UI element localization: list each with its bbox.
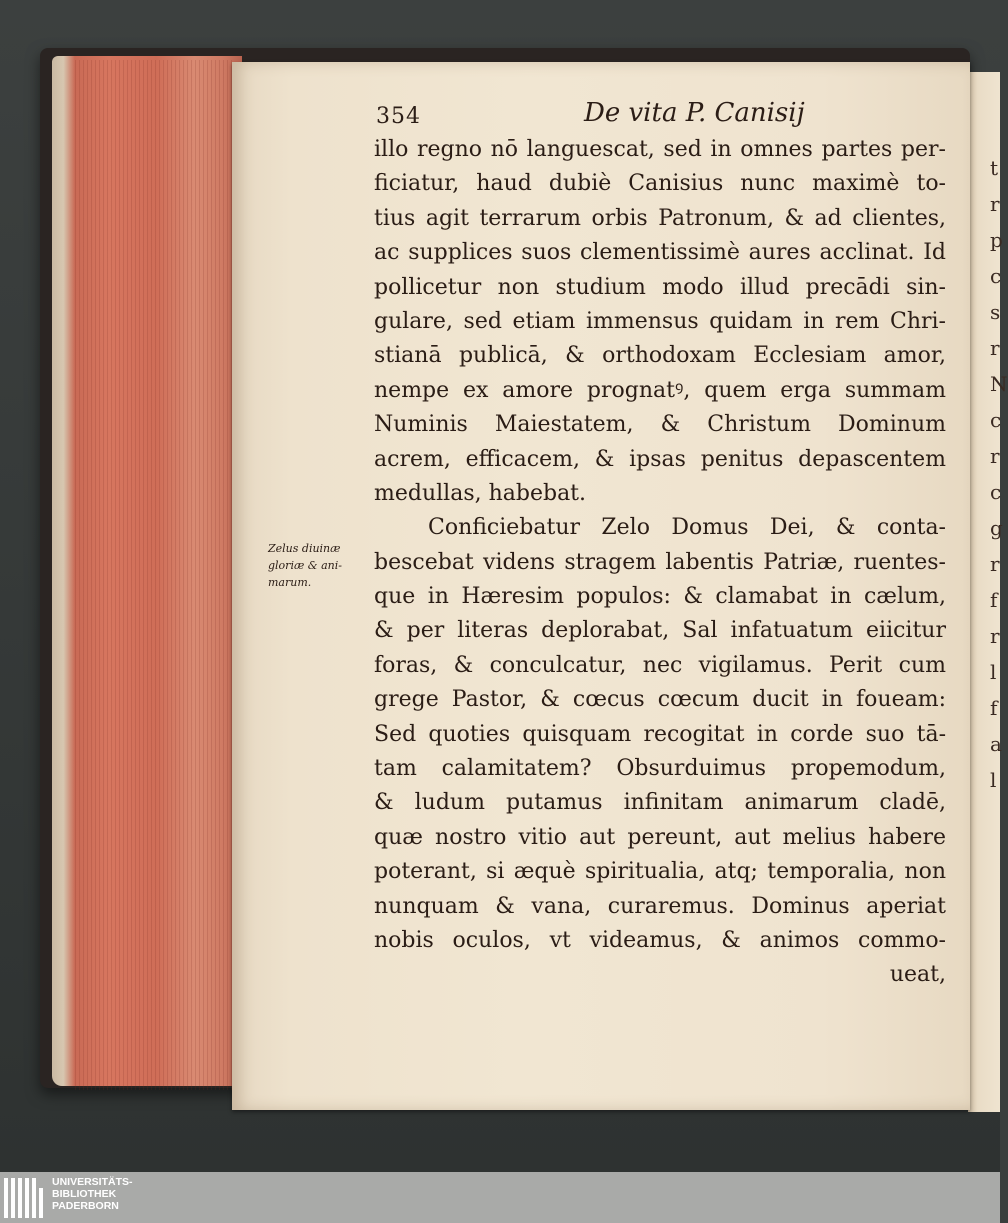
margin-note (268, 540, 372, 591)
text-line: gulare, sed etiam immensus quidam in rem Chri- (374, 308, 946, 334)
facing-letter: l (990, 768, 997, 792)
facing-letter: s (990, 300, 1001, 324)
text-line: Numinis Maiestatem, & Christum Dominum (374, 412, 946, 438)
text-line: grege Pastor, & cœcus cœcum ducit in foueam: (374, 687, 946, 713)
facing-letter: f (990, 696, 998, 720)
text-line: bescebat videns stragem labentis Patriæ, ruentes- (374, 549, 946, 575)
facing-letter: p (990, 228, 1003, 252)
facing-letter: r (990, 444, 1000, 468)
facing-letter: N (990, 372, 1008, 396)
text-line: ac supplices suos clementissimè aures acclinat. Id (374, 240, 946, 266)
text-line: illo regno nō languescat, sed in omnes partes per- (374, 137, 946, 162)
facing-letter: r (990, 336, 1000, 360)
facing-letter: l (990, 660, 997, 684)
facing-page-letters (990, 150, 1008, 870)
text-line: tius agit terrarum orbis Patronum, & ad clientes, (374, 205, 946, 231)
text-line: stianā publicā, & orthodoxam Ecclesiam amor, (374, 343, 946, 369)
library-name-line: UNIVERSITÄTS- (52, 1176, 133, 1188)
margin-note-line: gloriæ & ani- (268, 559, 342, 572)
body-text (374, 133, 946, 993)
text-line: foras, & conculcatur, nec vigilamus. Perit cum (374, 652, 946, 678)
library-name (52, 1176, 133, 1212)
text-line: que in Hæresim populos: & clamabat in cælum, (374, 584, 946, 610)
text-line: acrem, efficacem, & ipsas penitus depascentem (374, 446, 946, 472)
facing-letter: c (990, 480, 1002, 504)
text-line: Sed quoties quisquam recogitat in corde suo tā- (374, 721, 946, 747)
margin-note-line: marum. (268, 576, 312, 589)
facing-letter: c (990, 264, 1002, 288)
facing-letter: r (990, 192, 1000, 216)
page-number: 354 (376, 104, 421, 129)
text-line: tam calamitatem? Obsurduimus propemodum, (374, 756, 946, 782)
facing-letter: a (990, 732, 1002, 756)
library-footer (0, 1172, 1000, 1223)
text-line: Conficiebatur Zelo Domus Dei, & conta- (428, 515, 946, 541)
text-line: nobis oculos, vt videamus, & animos commo- (374, 927, 946, 953)
text-line: poterant, si æquè spiritualia, atq; temporalia, non (374, 859, 946, 885)
facing-letter: r (990, 552, 1000, 576)
page-edge-lines (75, 60, 235, 1090)
margin-note-line: Zelus diuinæ (268, 542, 341, 555)
catchword: ueat, (889, 962, 946, 988)
facing-letter: r (990, 624, 1000, 648)
library-name-line: BIBLIOTHEK (52, 1188, 117, 1200)
text-line: & per literas deplorabat, Sal infatuatum eiicitur (374, 618, 946, 644)
library-logo-icon (4, 1178, 48, 1218)
text-line: nunquam & vana, curaremus. Dominus aperiat (374, 893, 946, 919)
facing-letter: c (990, 408, 1002, 432)
text-line: & ludum putamus infinitam animarum cladē, (374, 790, 946, 816)
running-head: De vita P. Canisij (584, 98, 805, 128)
text-line: nempe ex amore prognatꝰ, quem erga summam (374, 377, 946, 403)
text-line: medullas, habebat. (374, 480, 587, 506)
library-name-line: PADERBORN (52, 1200, 119, 1212)
facing-letter: g (990, 516, 1003, 540)
facing-letter: f (990, 588, 998, 612)
facing-letter: t (990, 156, 999, 180)
text-line: ficiatur, haud dubiè Canisius nunc maximè to- (374, 171, 946, 197)
page-header (376, 96, 956, 132)
text-line: quæ nostro vitio aut pereunt, aut melius habere (374, 824, 946, 850)
text-line: pollicetur non studium modo illud precādi sin- (374, 274, 946, 300)
